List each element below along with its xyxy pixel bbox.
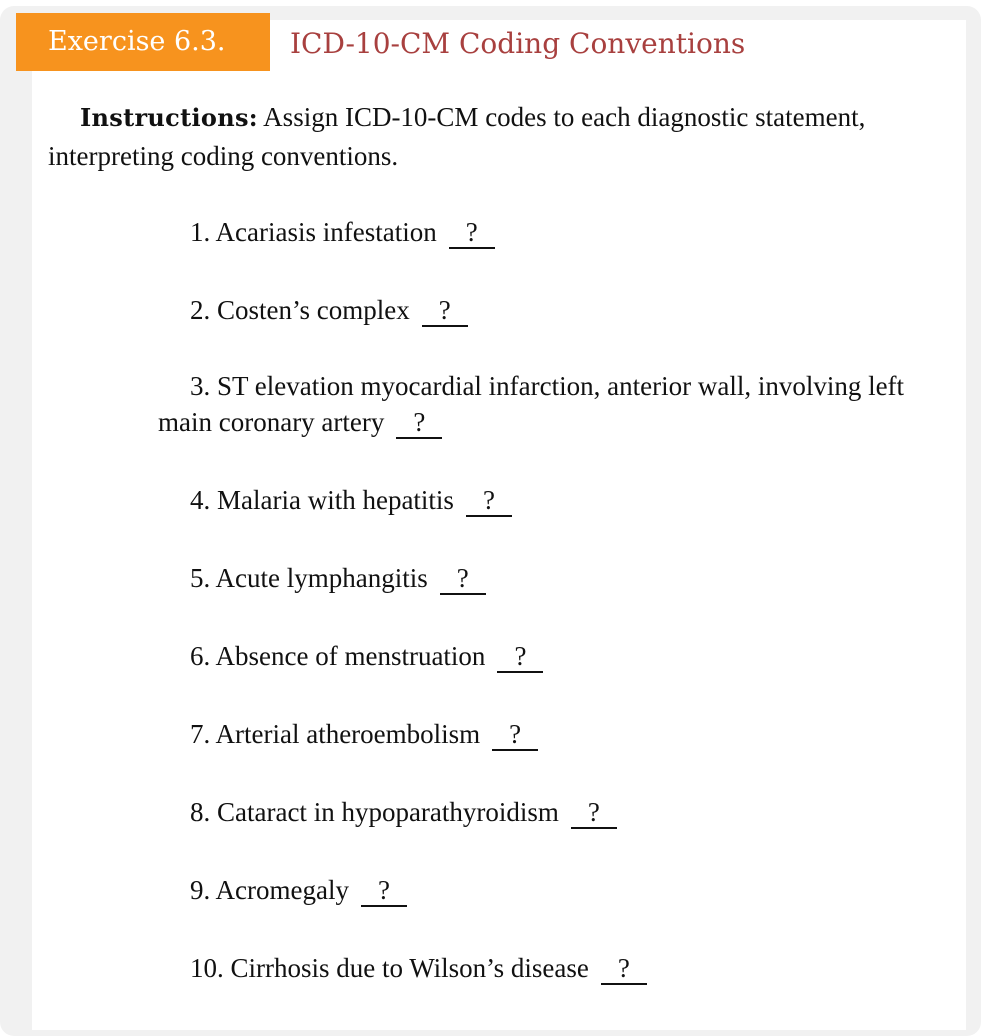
instructions-text: Assign ICD-10-CM codes to each diagnostic statement, interpreting coding conventions.: [48, 102, 866, 171]
item-text: 9. Acromegaly: [190, 875, 349, 905]
exercise-badge: Exercise 6.3.: [16, 13, 270, 71]
item-text: 6. Absence of menstruation: [190, 641, 486, 671]
list-item: [190, 794, 617, 830]
answer-blank[interactable]: ?: [396, 407, 442, 439]
item-text: 8. Cataract in hypoparathyroidism: [190, 797, 559, 827]
answer-blank[interactable]: ?: [440, 563, 486, 595]
list-item: [190, 638, 543, 674]
answer-blank[interactable]: ?: [449, 217, 495, 249]
answer-blank[interactable]: ?: [492, 719, 538, 751]
item-text: 3. ST elevation myocardial infarction, anterior wall, involving left main coronary artery: [158, 371, 905, 437]
item-text: 7. Arterial atheroembolism: [190, 719, 481, 749]
instructions: [48, 98, 928, 175]
answer-blank[interactable]: ?: [601, 953, 647, 985]
item-text: 5. Acute lymphangitis: [190, 563, 428, 593]
list-item: [190, 292, 468, 328]
list-item: [190, 214, 495, 250]
item-text: 4. Malaria with hepatitis: [190, 485, 454, 515]
list-item: [190, 482, 512, 518]
answer-blank[interactable]: ?: [361, 875, 407, 907]
item-text: 1. Acariasis infestation: [190, 217, 437, 247]
list-item: [190, 716, 538, 752]
instructions-label: Instructions:: [80, 103, 258, 132]
answer-blank[interactable]: ?: [466, 485, 512, 517]
list-item: [190, 560, 486, 596]
list-item: [190, 872, 407, 908]
answer-blank[interactable]: ?: [422, 295, 468, 327]
item-text: 2. Costen’s complex: [190, 295, 410, 325]
exercise-title: ICD-10-CM Coding Conventions: [290, 27, 746, 60]
answer-blank[interactable]: ?: [571, 797, 617, 829]
answer-blank[interactable]: ?: [497, 641, 543, 673]
list-item: [158, 368, 958, 440]
item-text: 10. Cirrhosis due to Wilson’s disease: [190, 953, 589, 983]
exercise-header: [16, 13, 976, 71]
list-item: [190, 950, 647, 986]
